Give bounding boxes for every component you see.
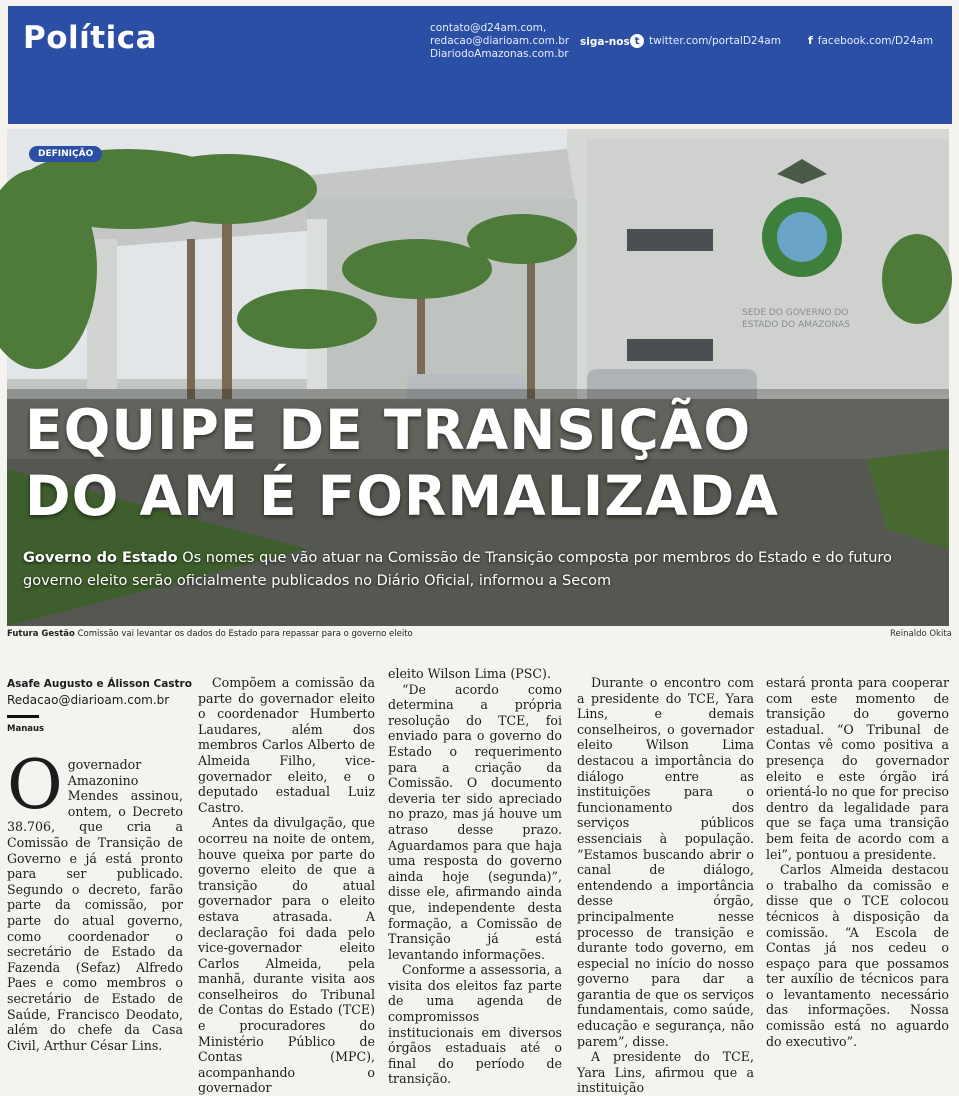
facebook-link[interactable] bbox=[808, 34, 933, 47]
article-column-2 bbox=[198, 675, 375, 1096]
twitter-link[interactable] bbox=[630, 34, 781, 48]
paragraph: eleito Wilson Lima (PSC). bbox=[388, 666, 551, 681]
headline-line-2: DO AM É FORMALIZADA bbox=[25, 464, 779, 528]
caption-label: Futura Gestão bbox=[7, 629, 75, 639]
sign-line-2: ESTADO DO AMAZONAS bbox=[742, 320, 851, 330]
article-column-1 bbox=[7, 746, 183, 1053]
photo-credit: Reinaldo Okita bbox=[890, 629, 952, 639]
follow-label: siga-nos bbox=[580, 36, 630, 48]
website-link[interactable]: DiariodoAmazonas.com.br bbox=[430, 48, 569, 60]
drop-cap: O bbox=[7, 746, 63, 825]
photo-caption bbox=[7, 629, 413, 639]
author-email[interactable]: Redacao@diarioam.com.br bbox=[7, 693, 170, 707]
paragraph: “De acordo como determina a própria resolução do TCE, foi enviado para o governo do Estado o requerimento para a criação da Comissão. O documento deveria ter sido apreciado no prazo, mas já houve um atraso desse prazo. Aguardamos para que haja uma resposta do governo ainda hoje (segunda)”, disse ele, afirmando ainda que, independente desta formação, a Comissão de Transição já está levantando informações. bbox=[388, 681, 562, 962]
lead-photo bbox=[7, 129, 949, 626]
dateline-city: Manaus bbox=[7, 724, 45, 734]
article-column-5 bbox=[766, 675, 949, 1049]
twitter-handle: twitter.com/portalD24am bbox=[649, 35, 781, 47]
twitter-icon: t bbox=[630, 34, 644, 48]
paragraph: A presidente do TCE, Yara Lins, afirmou que a instituição bbox=[577, 1049, 754, 1096]
paragraph: Carlos Almeida destacou o trabalho da comissão e disse que o TCE colocou técnicos à disposição da comissão. “A Escola de Contas já nos cedeu o espaço para que possamos ter auxílio de técnicos para o levantamento necessário das informações. Nossa comissão está no aguardo do executivo”. bbox=[766, 862, 949, 1049]
byline-rule bbox=[7, 715, 39, 718]
article-column-4 bbox=[577, 675, 754, 1096]
paragraph: Antes da divulgação, que ocorreu na noite de ontem, houve queixa por parte do governo eleito de que a transição do atual governador para o eleito estava atrasada. A declaração foi dada pelo vice-governador eleito Carlos Almeida, pela manhã, durante visita aos conselheiros do Tribunal de Contas do Estado (TCE) e procuradores do Ministério Público de Contas (MPC), acompanhando o governador bbox=[198, 815, 375, 1096]
section-header bbox=[8, 6, 952, 124]
facebook-icon: f bbox=[808, 34, 813, 47]
sign-line-1: SEDE DO GOVERNO DO bbox=[742, 308, 849, 318]
article-column-3 bbox=[388, 666, 562, 1087]
paragraph: Compõem a comissão da parte do governador eleito o coordenador Humberto Laudares, além dos membros Carlos Alberto de Almeida Filho, vice-governador eleito, e o deputado estadual Luiz Castro. bbox=[198, 675, 375, 815]
paragraph: estará pronta para cooperar com este momento de transição do governo estadual. “O Tribunal de Contas vê como positiva a presença do governador eleito e este órgão irá orientá-lo no que for preciso dentro da legalidade para que se faça uma transição bem feita de acordo com a lei”, pontuou a presidente. bbox=[766, 675, 949, 862]
contact-email[interactable]: contato@d24am.com, bbox=[430, 22, 547, 34]
facebook-handle: facebook.com/D24am bbox=[817, 34, 934, 47]
byline bbox=[7, 678, 202, 734]
lead-text: Os nomes que vão atuar na Comissão de Transição composta por membros do Estado e do futuro governo eleito serão oficialmente publicados no Diário Oficial, informou a Secom bbox=[23, 550, 892, 589]
section-title: Política bbox=[23, 20, 158, 56]
contact-list bbox=[430, 22, 569, 61]
newsroom-email[interactable]: redacao@diarioam.com.br bbox=[430, 35, 570, 47]
lead-paragraph bbox=[23, 547, 935, 593]
headline bbox=[25, 397, 935, 529]
paragraph: governador Amazonino Mendes assinou, ontem, o Decreto 38.706, que cria a Comissão de Transição de Governo e já está pronto para ser publicado. Segundo o decreto, farão parte da comissão, por parte do atual governo, como coordenador o secretário de Estado da Fazenda (Sefaz) Alfredo Paes e como membros o secretário de Estado de Saúde, Francisco Deodato, além do chefe da Casa Civil, Arthur César Lins. bbox=[7, 757, 183, 1053]
lead-label: Governo do Estado bbox=[23, 550, 178, 566]
authors: Asafe Augusto e Álisson Castro bbox=[7, 678, 192, 690]
paragraph: Durante o encontro com a presidente do TCE, Yara Lins, e demais conselheiros, o governador eleito Wilson Lima destacou a importância do diálogo entre as instituições para o funcionamento dos serviços públicos essenciais à população. “Estamos buscando abrir o canal de diálogo, entendendo a importância desse órgão, principalmente nesse processo de transição e durante todo governo, em especial no início do nosso governo para dar a garantia de que os serviços fundamentais, como saúde, educação e segurança, não parem”, disse. bbox=[577, 675, 754, 1049]
caption-text: Comissão vai levantar os dados do Estado para repassar para o governo eleito bbox=[77, 629, 413, 639]
headline-line-1: EQUIPE DE TRANSIÇÃO bbox=[25, 398, 752, 462]
definition-badge: DEFINIÇÃO bbox=[29, 146, 102, 162]
paragraph: Conforme a assessoria, a visita dos eleitos faz parte de uma agenda de compromissos institucionais em diversos órgãos estaduais até o final do período de transição. bbox=[388, 962, 562, 1087]
